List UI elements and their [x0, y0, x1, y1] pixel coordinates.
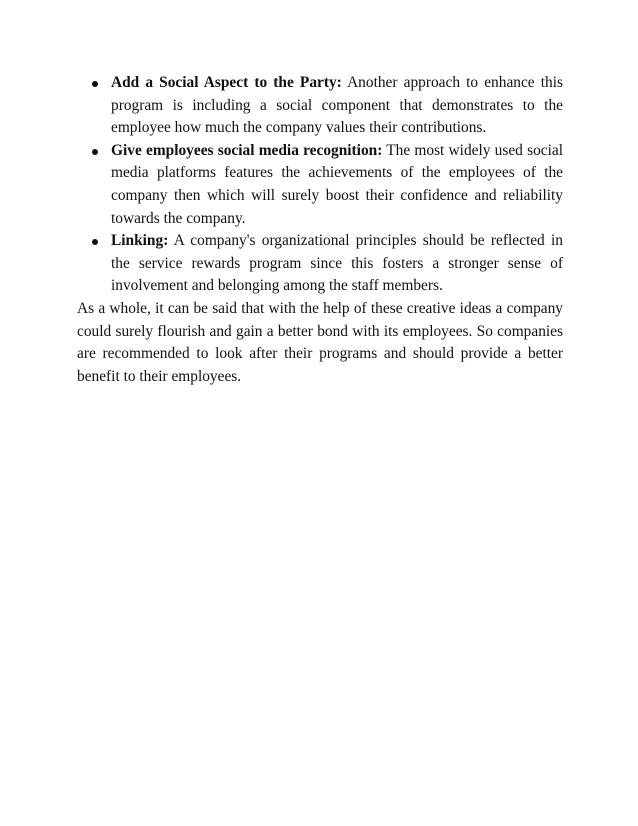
bullet-heading: Add a Social Aspect to the Party: — [111, 74, 342, 91]
bullet-dot-icon — [92, 239, 98, 245]
bullet-dot-icon — [92, 81, 98, 87]
bullet-heading: Linking: — [111, 232, 169, 250]
bullet-item-social-media-recognition — [77, 140, 563, 230]
bullet-text: A company's organizational principles should be reflected in the service rewards program since this fosters a stronger sense of involvement and belonging among the staff members. — [111, 232, 563, 295]
bullet-item-social-aspect — [77, 72, 563, 140]
bullet-heading: Give employees social media recognition: — [111, 141, 383, 159]
document-body — [77, 72, 563, 388]
closing-paragraph: As a whole, it can be said that with the help of these creative ideas a company could surely flourish and gain a better bond with its employees. So companies are recommended to look after their programs and should provide a better benefit to their employees. — [77, 299, 563, 385]
bullet-text: The most widely used social media platforms features the achievements of the employees of the company then which will surely boost their confidence and reliability towards the company. — [111, 141, 563, 227]
bullet-dot-icon — [92, 149, 98, 155]
bullet-item-linking — [77, 230, 563, 298]
bullet-list — [77, 72, 563, 298]
bullet-text: Another approach to enhance this program is including a social component that demonstrates to the employee how much the company values their contributions. — [111, 74, 563, 137]
